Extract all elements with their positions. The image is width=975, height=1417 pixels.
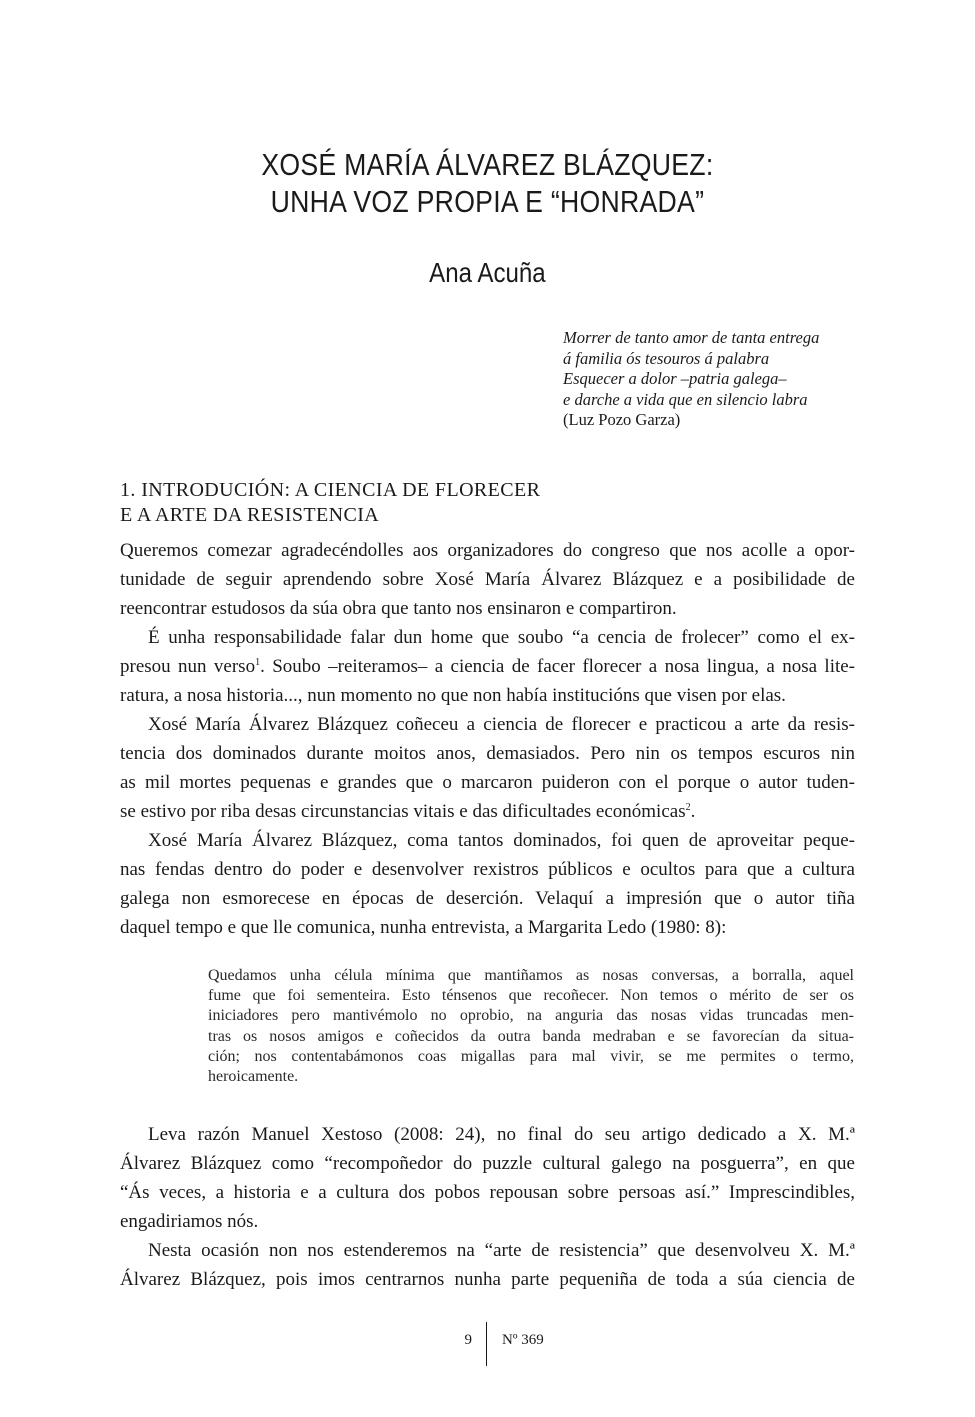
text-line: Leva razón Manuel Xestoso (2008: 24), no final do seu artigo dedicado a X. M.ª [148, 1124, 855, 1145]
quote-line: Quedamos unha célula mínima que mantiñamos as nosas conversas, a borralla, aquel [208, 967, 854, 984]
text-line: tencia dos dominados durante moitos anos, demasiados. Pero nin os tempos escuros nin [120, 743, 855, 764]
title-line-2: UNHA VOZ PROPIA E “HONRADA” [270, 184, 705, 219]
text-line: reencontrar estudosos da súa obra que tanto nos ensinaron e compartiron. [120, 598, 677, 619]
text-line: Álvarez Blázquez como “recompoñedor do puzzle cultural galego na posguerra”, en que [120, 1153, 855, 1174]
epigraph-verse: Esquecer a dolor –patria galega– [563, 369, 787, 388]
text-line: nas fendas dentro do poder e desenvolver rexistros públicos e ocultos para que a cultura [120, 859, 855, 880]
text-line: as mil mortes pequenas e grandes que o marcaron puideron con el porque o autor tuden- [120, 772, 855, 793]
text-line [120, 797, 855, 826]
paragraph-4 [120, 826, 855, 942]
issue-number: Nº 369 [502, 1332, 544, 1348]
text-line: Queremos comezar agradecéndolles aos organizadores do congreso que nos acolle a opor- [120, 540, 855, 561]
section-heading-line-2: E A ARTE DA RESISTENCIA [120, 504, 380, 526]
quote-line: fume que foi sementeira. Esto ténsenos que recoñecer. Non temos o mérito de ser os [208, 987, 854, 1005]
text-fragment: se estivo por riba desas circunstancias vitais e das dificultades económicas [120, 801, 686, 822]
epigraph-verse: e darche a vida que en silencio labra [563, 389, 808, 409]
block-quote [208, 966, 854, 1087]
paragraph-1 [120, 536, 855, 623]
footer-divider [486, 1322, 487, 1366]
text-line [120, 652, 855, 681]
text-line: “Ás veces, a historia e a cultura dos pobos repousan sobre persoas así.” Imprescindibles, [120, 1182, 855, 1203]
text-fragment: presou nun verso [120, 656, 256, 677]
text-line: galega non esmorecese en épocas de deserción. Velaquí a impresión que o autor tiña [120, 888, 855, 909]
section-heading-line-1: 1. INTRODUCIÓN: A CIENCIA DE FLORECER [120, 479, 541, 501]
text-line: daquel tempo e que lle comunica, nunha entrevista, a Margarita Ledo (1980: 8): [120, 917, 727, 938]
author-name: Ana Acuña [429, 257, 546, 288]
paragraph-6 [120, 1236, 855, 1294]
text-fragment: . [690, 801, 696, 822]
page-number: 9 [464, 1332, 472, 1348]
footnote-ref[interactable]: 2 [685, 802, 691, 813]
text-line: Xosé María Álvarez Blázquez coñeceu a ciencia de florecer e practicou a arte da resis- [148, 714, 855, 735]
quote-line: ción; nos contentabámonos coas migallas para mal vivir, se me permites o termo, [208, 1047, 854, 1065]
epigraph-source: (Luz Pozo Garza) [563, 410, 681, 429]
quote-line: tras os nosos amigos e coñecidos da outra banda medraban e se favorecían da situa- [208, 1027, 854, 1045]
text-line: É unha responsabilidade falar dun home que soubo “a cencia de frolecer” como el ex- [148, 627, 855, 648]
epigraph-verse: Morrer de tanto amor de tanta entrega [563, 328, 820, 347]
text-line: engadiriamos nós. [120, 1211, 259, 1232]
text-line: Nesta ocasión non nos estenderemos na “arte de resistencia” que desenvolveu X. M.ª [148, 1240, 855, 1261]
text-fragment: . Soubo –reiteramos– a ciencia de facer florecer a nosa lingua, a nosa lite- [260, 656, 856, 677]
epigraph [563, 328, 873, 431]
text-line: Xosé María Álvarez Blázquez, coma tantos dominados, foi quen de aproveitar peque- [148, 830, 855, 851]
text-line: Álvarez Blázquez, pois imos centrarnos nunha parte pequeniña de toda a súa ciencia de [120, 1269, 855, 1290]
quote-line: iniciadores pero mantivémolo no oprobio, na anguria das nosas vidas truncadas men- [208, 1007, 854, 1025]
section-heading [120, 478, 720, 528]
text-line: ratura, a nosa historia..., nun momento no que non había institucións que visen por elas. [120, 685, 786, 706]
paragraph-5 [120, 1120, 855, 1236]
footnote-ref[interactable]: 1 [255, 657, 261, 668]
epigraph-verse: á familia ós tesouros á palabra [563, 348, 770, 368]
text-line: tunidade de seguir aprendendo sobre Xosé María Álvarez Blázquez e a posibilidade de [120, 569, 855, 590]
article-title [68, 146, 907, 220]
quote-line: heroicamente. [208, 1068, 299, 1086]
paragraph-2 [120, 623, 855, 710]
title-line-1: XOSÉ MARÍA ÁLVAREZ BLÁZQUEZ: [261, 147, 714, 182]
paragraph-3 [120, 710, 855, 826]
